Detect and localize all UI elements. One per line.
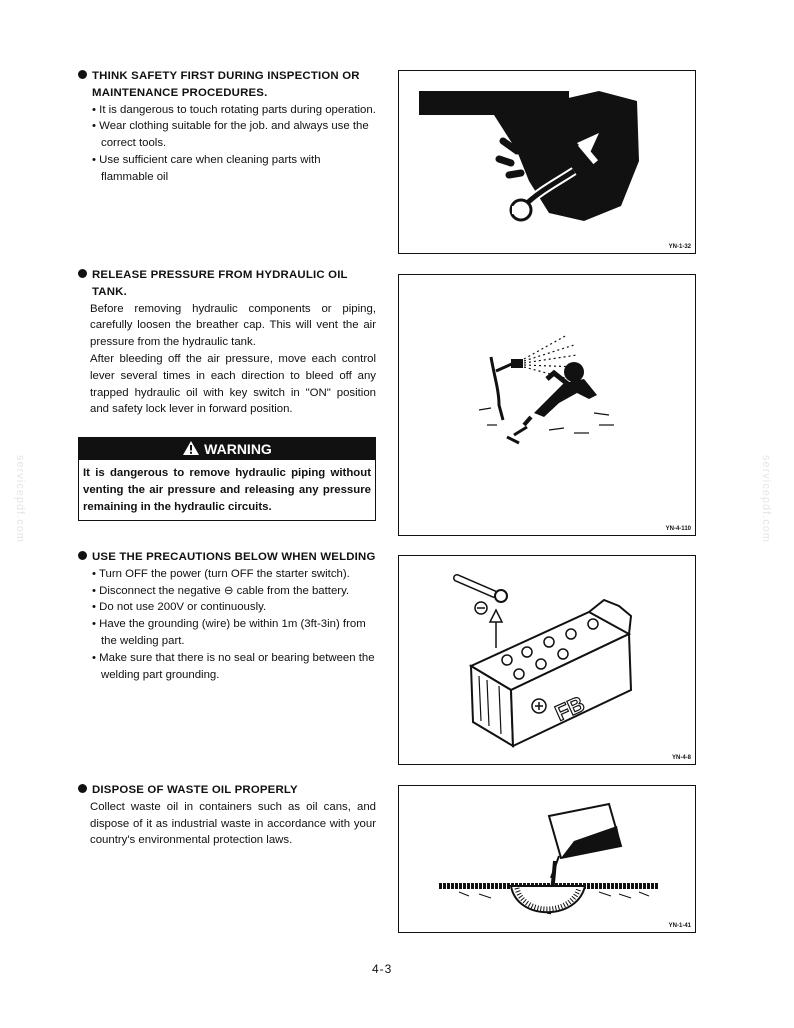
section-release-pressure (78, 267, 376, 418)
watermark-left: servicepdf.com (14, 455, 26, 543)
bullet-list (78, 566, 376, 684)
list-item: • Wear clothing suitable for the job. and always use the correct tools. (92, 118, 376, 152)
figure-code: YN-1-32 (668, 244, 691, 250)
oil-disposal-illustration (399, 786, 695, 932)
bullet-dot-icon (78, 269, 87, 278)
svg-text:FB: FB (551, 691, 589, 726)
bullet-list (78, 102, 376, 186)
figure-code: YN-4-110 (665, 526, 691, 532)
bullet-dot-icon (78, 551, 87, 560)
warning-triangle-icon (182, 440, 200, 456)
figure-rotating-parts (398, 70, 696, 254)
section-heading: RELEASE PRESSURE FROM HYDRAULIC OIL TANK. (78, 267, 376, 301)
section-heading: THINK SAFETY FIRST DURING INSPECTION OR MAINTENANCE PROCEDURES. (78, 68, 376, 102)
section-heading: DISPOSE OF WASTE OIL PROPERLY (78, 782, 376, 799)
paragraph: After bleeding off the air pressure, move each control lever several times in each direction to bleed off any trapped hydraulic oil with key switch in "ON" position and safety lock lever in forward position. (90, 352, 376, 416)
battery-illustration (399, 556, 695, 764)
warning-header: WARNING (79, 438, 375, 460)
paragraph: Before removing hydraulic components or piping, carefully loosen the breather cap. This will vent the air pressure from the hydraulic tank. (90, 302, 376, 349)
figure-code: YN-4-8 (671, 755, 691, 761)
paragraph: Collect waste oil in containers such as oil cans, and dispose of it as industrial waste in accordance with your country's environmental protection laws. (90, 800, 376, 847)
figure-hydraulic-spray (398, 274, 696, 536)
watermark-right: servicepdf.com (760, 455, 772, 543)
section-safety-first (78, 68, 376, 186)
list-item: • Turn OFF the power (turn OFF the starter switch). (92, 566, 376, 583)
warning-text: It is dangerous to remove hydraulic piping without venting the air pressure and releasing any pressure remaining in the hydraulic circuits. (83, 467, 371, 513)
section-body (78, 799, 376, 849)
section-body (78, 301, 376, 419)
page-number: 4-3 (372, 962, 393, 976)
bullet-dot-icon (78, 70, 87, 79)
section-heading: USE THE PRECAUTIONS BELOW WHEN WELDING (78, 549, 376, 566)
section-waste-oil (78, 782, 376, 849)
warning-box (78, 437, 376, 521)
list-item: • It is dangerous to touch rotating parts during operation. (92, 102, 376, 119)
list-item: • Disconnect the negative ⊖ cable from the battery. (92, 583, 376, 600)
list-item: • Do not use 200V or continuously. (92, 599, 376, 616)
list-item: • Make sure that there is no seal or bearing between the welding part grounding. (92, 650, 376, 684)
hand-wrench-illustration (399, 71, 695, 253)
figure-waste-oil (398, 785, 696, 933)
figure-battery (398, 555, 696, 765)
list-item: • Have the grounding (wire) be within 1m (3ft-3in) from the welding part. (92, 616, 376, 650)
list-item: • Use sufficient care when cleaning parts with flammable oil (92, 152, 376, 186)
section-welding (78, 549, 376, 683)
figure-code: YN-1-41 (668, 923, 691, 929)
hydraulic-spray-illustration (399, 275, 695, 535)
bullet-dot-icon (78, 784, 87, 793)
